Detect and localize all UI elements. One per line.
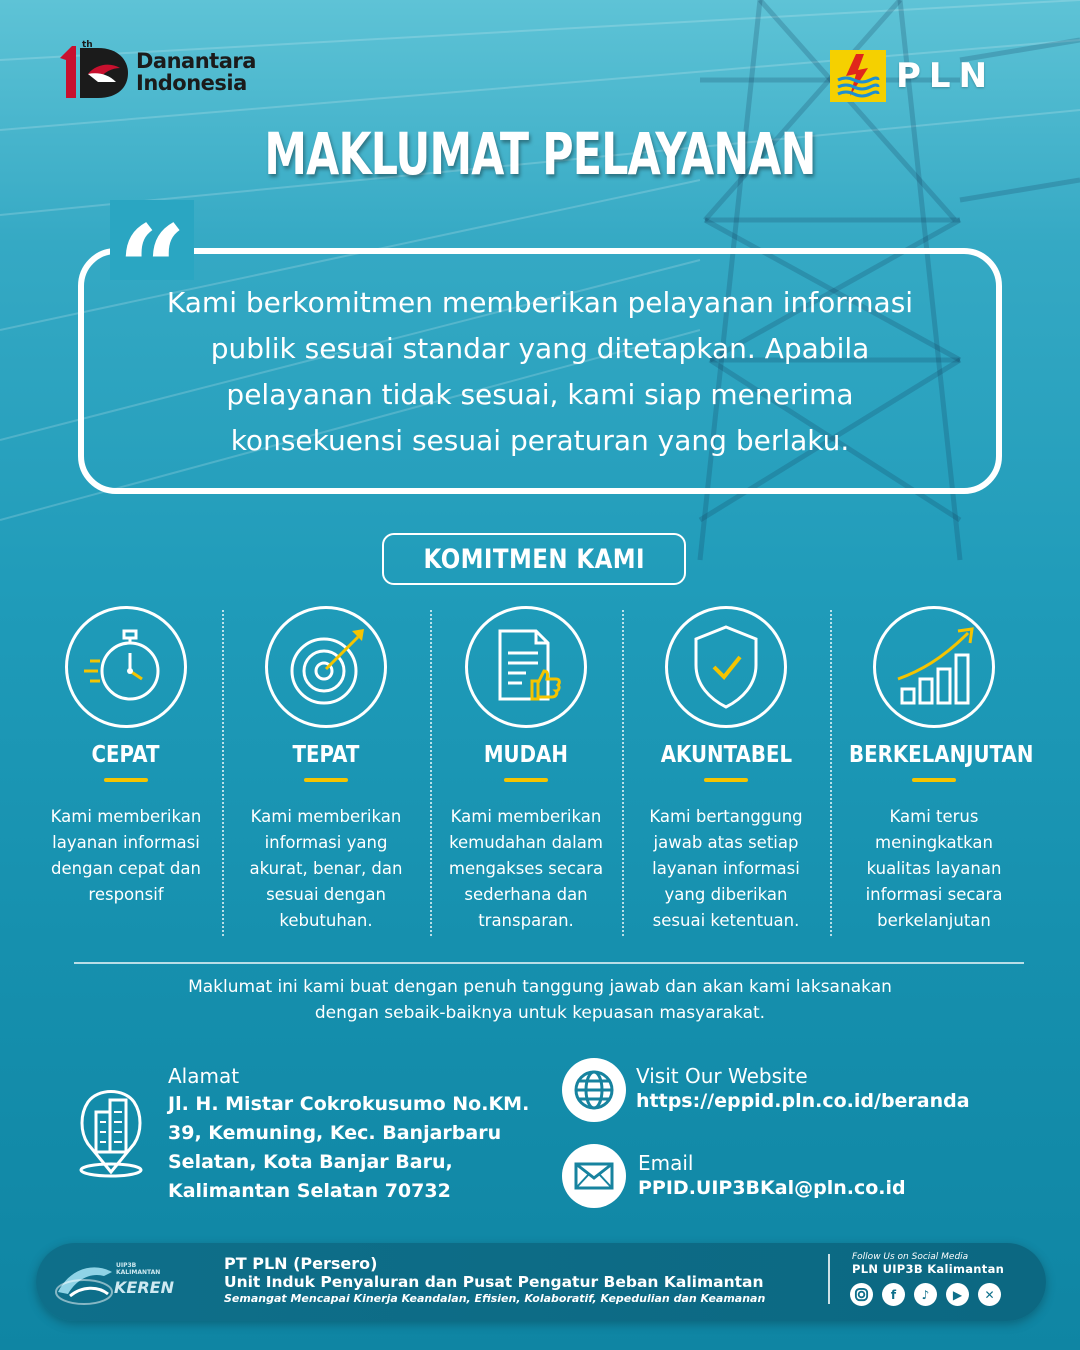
quote-text: Kami berkomitmen memberikan pelayanan informasi publik sesuai standar yang ditetapkan. Apabila pelayanan tidak sesuai, kami siap menerima konsekuensi sesuai peraturan yang berlaku.: [166, 286, 914, 457]
target-icon: [265, 606, 387, 728]
keren-logo: UIP3B KALIMANTAN KEREN: [50, 1252, 182, 1312]
title-underline: [304, 778, 348, 782]
commitment-berkelanjutan: [834, 606, 1034, 934]
social-handle: PLN UIP3B Kalimantan: [852, 1262, 1005, 1276]
address-label: Alamat: [168, 1064, 240, 1088]
title-underline: [104, 778, 148, 782]
tiktok-icon[interactable]: ♪: [914, 1283, 937, 1306]
komitmen-heading: KOMITMEN KAMI: [382, 533, 686, 585]
commitment-desc: Kami memberikan layanan informasi dengan cepat dan responsif: [50, 807, 202, 904]
column-divider: [830, 610, 832, 936]
commitment-desc: Kami memberikan informasi yang akurat, benar, dan sesuai dengan kebutuhan.: [249, 807, 403, 930]
website-label: Visit Our Website: [636, 1064, 808, 1088]
title-underline: [504, 778, 548, 782]
commitment-title: MUDAH: [483, 742, 569, 768]
commitment-title: AKUNTABEL: [660, 742, 792, 768]
footer-tagline: Semangat Mencapai Kinerja Keandalan, Efisien, Kolaboratif, Kepedulian dan Keamanan: [224, 1292, 766, 1305]
section-divider: [74, 962, 1024, 964]
x-icon[interactable]: ✕: [978, 1283, 1001, 1306]
globe-icon: [562, 1058, 626, 1122]
building-location-icon: [76, 1082, 146, 1178]
danantara-name-line2: Indonesia: [136, 71, 247, 95]
title-underline: [704, 778, 748, 782]
commitment-title: BERKELANJUTAN: [849, 742, 1034, 768]
danantara-anniversary-mark: th: [58, 44, 130, 100]
growth-chart-icon: [873, 606, 995, 728]
stopwatch-icon: [65, 606, 187, 728]
social-icons: [850, 1283, 1001, 1306]
page-title: MAKLUMAT PELAYANAN: [264, 120, 816, 188]
email-link[interactable]: PPID.UIP3BKal@pln.co.id: [638, 1177, 906, 1199]
youtube-icon[interactable]: ▶: [946, 1283, 969, 1306]
title-underline: [912, 778, 956, 782]
shield-check-icon: [665, 606, 787, 728]
instagram-icon[interactable]: [850, 1283, 873, 1306]
document-thumbs-up-icon: [465, 606, 587, 728]
commitment-mudah: [426, 606, 626, 934]
danantara-name-line1: Danantara: [136, 49, 256, 73]
envelope-icon: [562, 1144, 626, 1208]
footer-unit: Unit Induk Penyaluran dan Pusat Pengatur Beban Kalimantan: [224, 1273, 764, 1291]
footer-company: PT PLN (Persero): [224, 1254, 378, 1273]
commitment-akuntabel: [626, 606, 826, 934]
commitment-desc: Kami bertanggung jawab atas setiap layanan informasi yang diberikan sesuai ketentuan.: [649, 807, 803, 930]
column-divider: [622, 610, 624, 936]
pln-logo: [830, 50, 995, 102]
commitment-title: CEPAT: [92, 742, 160, 768]
quote-mark-icon: “: [110, 200, 194, 280]
address-text: Jl. H. Mistar Cokrokusumo No.KM. 39, Kemuning, Kec. Banjarbaru Selatan, Kota Banjar Baru, Kalimantan Selatan 70732: [168, 1093, 530, 1202]
pln-wordmark: PLN: [896, 56, 996, 96]
column-divider: [222, 610, 224, 936]
pln-lightning-icon: [830, 50, 886, 102]
commitment-desc: Kami terus meningkatkan kualitas layanan informasi secara berkelanjutan: [865, 807, 1003, 930]
commitment-desc: Kami memberikan kemudahan dalam mengakses secara sederhana dan transparan.: [448, 807, 604, 930]
follow-label: Follow Us on Social Media: [852, 1252, 969, 1262]
email-label: Email: [638, 1151, 694, 1175]
commitment-tepat: [226, 606, 426, 934]
footer-separator: [828, 1254, 830, 1304]
commitment-cepat: [26, 606, 226, 908]
website-link[interactable]: https://eppid.pln.co.id/beranda: [636, 1090, 970, 1112]
commitment-title: TEPAT: [292, 742, 360, 768]
facebook-icon[interactable]: f: [882, 1283, 905, 1306]
commitment-columns: [22, 606, 1058, 936]
danantara-logo: [58, 40, 256, 100]
closing-statement: Maklumat ini kami buat dengan penuh tanggung jawab dan akan kami laksanakan dengan sebaik-baiknya untuk kepuasan masyarakat.: [188, 977, 892, 1023]
